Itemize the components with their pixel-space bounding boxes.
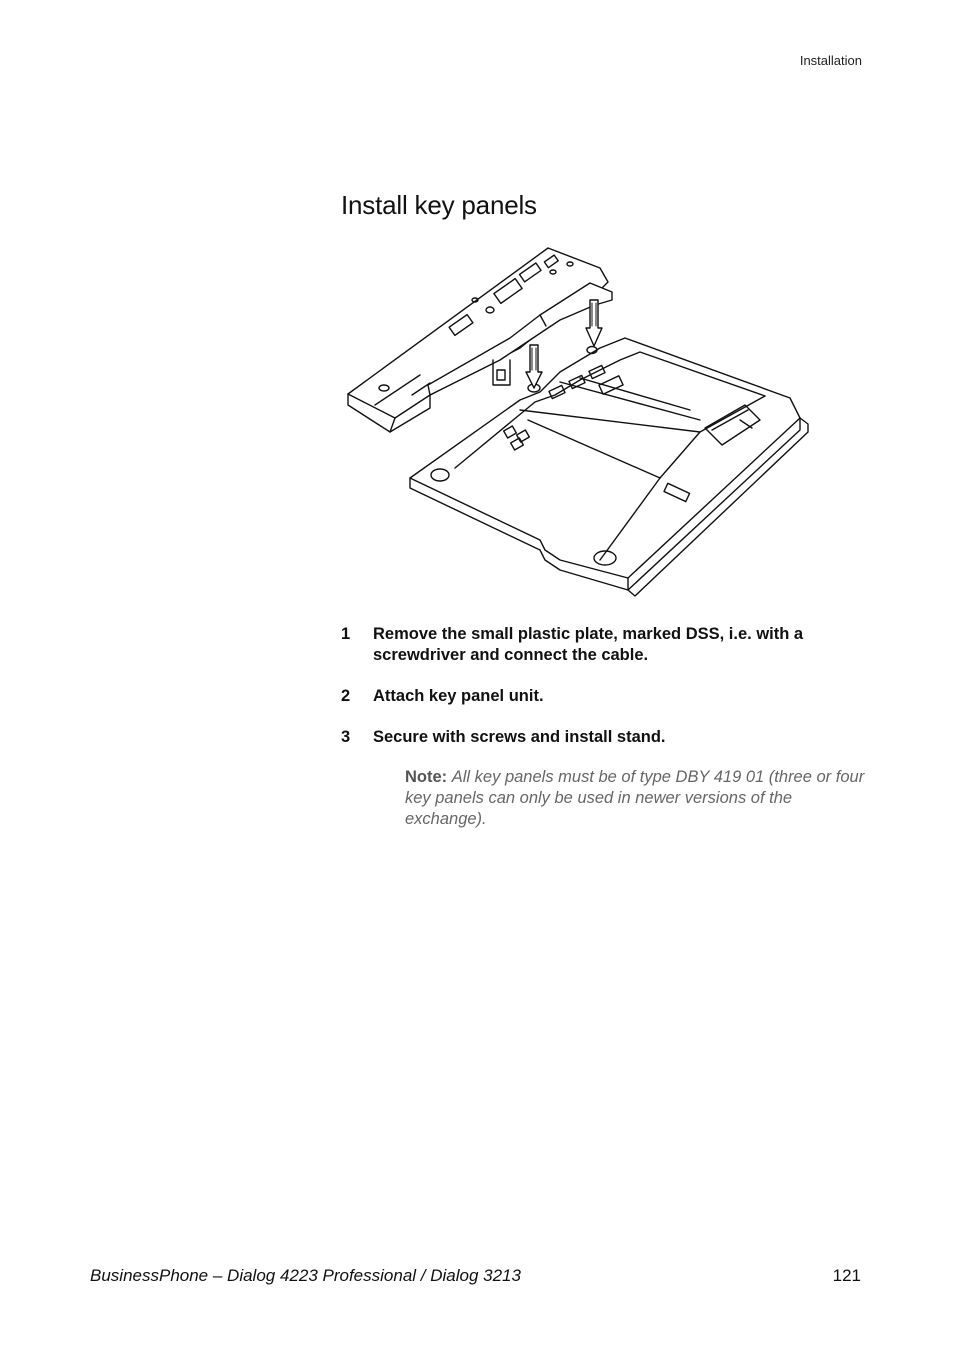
footer-document-title: BusinessPhone – Dialog 4223 Professional / Dialog 3213: [90, 1266, 521, 1285]
page-title: Install key panels: [341, 190, 537, 220]
step-number: 3: [341, 728, 351, 746]
note: [405, 767, 865, 830]
step-1: [341, 624, 861, 666]
running-header: Installation: [799, 53, 862, 68]
arrow-left: [526, 345, 542, 388]
step-3: [341, 727, 861, 748]
installation-steps: [341, 624, 861, 768]
step-2: [341, 686, 861, 707]
step-number: 1: [341, 625, 351, 643]
step-text: Secure with screws and install stand.: [373, 728, 666, 746]
telephone-base: [410, 338, 808, 596]
step-text: Remove the small plastic plate, marked DSS, i.e. with a screwdriver and connect the cable.: [373, 625, 804, 664]
note-text: All key panels must be of type DBY 419 01 (three or four key panels can only be used in newer versions of the exchange).: [405, 768, 865, 828]
step-number: 2: [341, 687, 351, 705]
note-label: Note:: [405, 768, 448, 786]
step-text: Attach key panel unit.: [373, 687, 544, 705]
footer-page-number: 121: [832, 1266, 861, 1285]
key-panel-installation-illustration: [340, 240, 820, 605]
